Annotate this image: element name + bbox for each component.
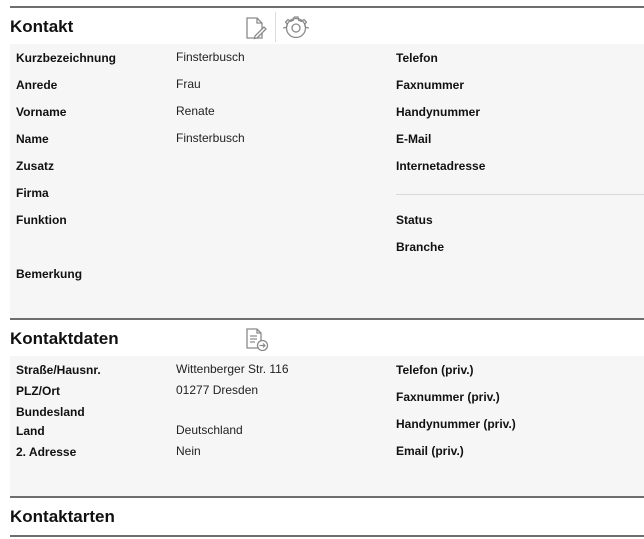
label-zweite-adresse: 2. Adresse (16, 445, 77, 459)
label-plz-ort: PLZ/Ort (16, 384, 60, 398)
label-telefon-priv: Telefon (priv.) (396, 363, 474, 377)
value-land: Deutschland (176, 423, 243, 437)
label-strasse: Straße/Hausnr. (16, 363, 101, 377)
value-name: Finsterbusch (176, 131, 245, 145)
label-internetadresse: Internetadresse (396, 159, 486, 173)
kontakt-section-header (10, 6, 644, 44)
value-plz-ort: 01277 Dresden (176, 383, 259, 397)
label-email-priv: Email (priv.) (396, 444, 464, 458)
label-funktion: Funktion (16, 213, 67, 227)
label-land: Land (16, 424, 45, 438)
kontaktdaten-section-header (10, 318, 644, 356)
value-anrede: Frau (176, 77, 201, 91)
label-email: E-Mail (396, 132, 432, 146)
kontakt-panel (10, 44, 644, 318)
value-vorname: Renate (176, 104, 215, 118)
edit-document-icon[interactable] (244, 15, 268, 41)
label-branche: Branche (396, 240, 445, 254)
label-name: Name (16, 132, 49, 146)
label-telefon: Telefon (396, 51, 438, 65)
label-handynummer: Handynummer (396, 105, 481, 119)
label-status: Status (396, 213, 433, 227)
kontakt-section-title: Kontakt (10, 17, 74, 36)
kontaktarten-section-title: Kontaktarten (10, 507, 115, 526)
label-anrede: Anrede (16, 78, 58, 92)
column-divider (396, 194, 644, 195)
label-kurzbezeichnung: Kurzbezeichnung (16, 51, 117, 65)
kontaktarten-section-header (10, 496, 644, 537)
kontaktdaten-panel (10, 356, 644, 496)
value-zweite-adresse: Nein (176, 444, 201, 458)
kontaktdaten-section-title: Kontaktdaten (10, 329, 119, 348)
label-handynummer-priv: Handynummer (priv.) (396, 417, 516, 431)
label-bemerkung: Bemerkung (16, 267, 83, 281)
label-vorname: Vorname (16, 105, 67, 119)
gear-icon[interactable] (283, 15, 307, 41)
header-icon-separator (275, 12, 276, 42)
label-faxnummer: Faxnummer (396, 78, 465, 92)
document-export-icon[interactable] (244, 327, 268, 353)
label-faxnummer-priv: Faxnummer (priv.) (396, 390, 500, 404)
value-kurzbezeichnung: Finsterbusch (176, 50, 245, 64)
label-firma: Firma (16, 186, 49, 200)
label-bundesland: Bundesland (16, 405, 85, 419)
label-zusatz: Zusatz (16, 159, 55, 173)
value-strasse: Wittenberger Str. 116 (176, 362, 289, 376)
